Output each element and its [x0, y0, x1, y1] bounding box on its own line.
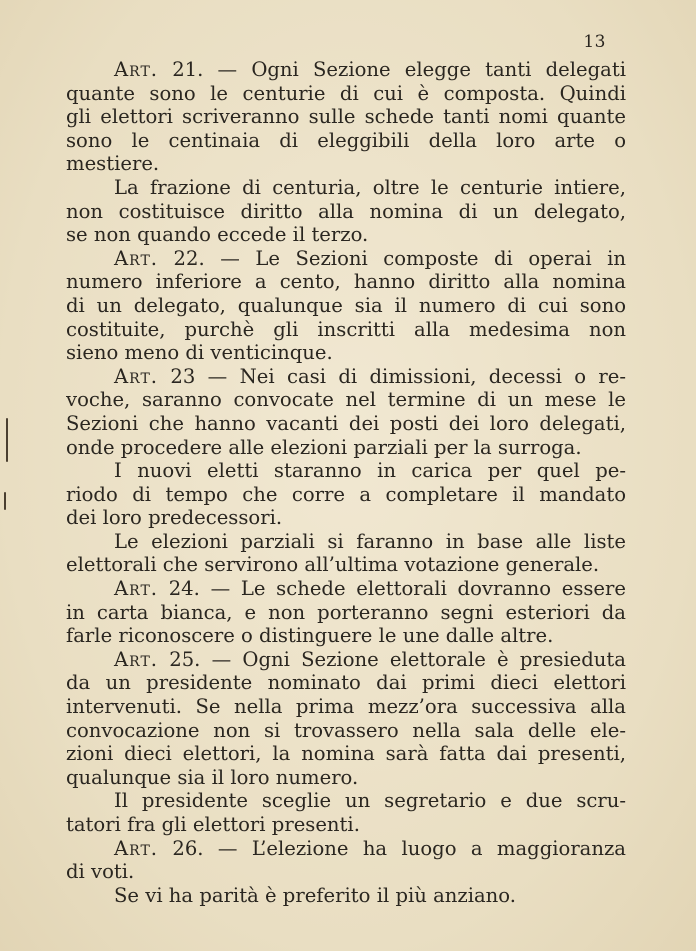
- line-text: farle riconoscere o distinguere le une dalle altre.: [66, 624, 554, 648]
- line-text: La frazione di centuria, oltre le centurie intiere,: [114, 175, 626, 199]
- line-text: quante sono le centurie di cui è composta. Quindi: [66, 81, 626, 105]
- line-text: elettorali che servirono all’ultima votazione generale.: [66, 553, 600, 577]
- text-line: [66, 789, 626, 813]
- text-line: [66, 530, 626, 554]
- line-text: convocazione non si trovassero nella sala delle ele-: [66, 718, 626, 742]
- text-line: [66, 766, 626, 790]
- text-line: [66, 129, 626, 153]
- line-text: intervenuti. Se nella prima mezz’ora successiva alla: [66, 695, 626, 719]
- line-text: costituite, purchè gli inscritti alla medesima non: [66, 317, 626, 341]
- line-text: zioni dieci elettori, la nomina sarà fatta dai presenti,: [66, 742, 626, 766]
- article-label: Art.: [114, 836, 159, 860]
- text-line: [66, 860, 626, 884]
- text-line: [66, 719, 626, 743]
- text-line: [66, 483, 626, 507]
- text-line: [66, 223, 626, 247]
- line-text: non costituisce diritto alla nomina di un delegato,: [66, 199, 626, 223]
- line-text: onde procedere alle elezioni parziali per la surroga.: [66, 435, 582, 459]
- text-line: [66, 624, 626, 648]
- text-line: [66, 152, 626, 176]
- line-text: gli elettori scriveranno sulle schede tanti nomi quante: [66, 105, 626, 129]
- line-text: 21. — Ogni Sezione elegge tanti delegati: [158, 58, 626, 81]
- text-line: [66, 318, 626, 342]
- text-line: [66, 294, 626, 318]
- text-line: [66, 813, 626, 837]
- text-line: [66, 341, 626, 365]
- line-text: voche, saranno convocate nel termine di un mese le: [66, 388, 626, 412]
- article-label: Art.: [114, 364, 159, 388]
- line-text: di un delegato, qualunque sia il numero di cui sono: [66, 293, 626, 317]
- line-text: sono le centinaia di eleggibili della loro arte o: [66, 128, 626, 152]
- text-line: [66, 365, 626, 389]
- text-line: [66, 506, 626, 530]
- text-line: [66, 577, 626, 601]
- text-line: [66, 671, 626, 695]
- line-text: numero inferiore a cento, hanno diritto alla nomina: [66, 270, 626, 294]
- text-line: [66, 270, 626, 294]
- line-text: di voti.: [66, 860, 135, 884]
- text-line: [66, 200, 626, 224]
- line-text: Il presidente sceglie un segretario e due scru-: [114, 789, 626, 813]
- page-edge-mark: [6, 418, 8, 462]
- text-line: [66, 837, 626, 861]
- line-text: dei loro predecessori.: [66, 506, 283, 530]
- page-number: 13: [583, 32, 606, 52]
- line-text: Se vi ha parità è preferito il più anziano.: [114, 883, 516, 907]
- line-text: tatori fra gli elettori presenti.: [66, 813, 360, 836]
- line-text: in carta bianca, e non porteranno segni esteriori da: [66, 600, 626, 624]
- line-text: mestiere.: [66, 152, 160, 176]
- text-line: [66, 553, 626, 577]
- article-label: Art.: [114, 246, 159, 270]
- line-text: Sezioni che hanno vacanti dei posti dei loro delegati,: [66, 411, 626, 435]
- text-line: [66, 82, 626, 106]
- line-text: 22. — Le Sezioni composte di operai in: [158, 246, 626, 270]
- line-text: 26. — L’elezione ha luogo a maggioranza: [158, 836, 626, 860]
- text-line: [66, 247, 626, 271]
- text-line: [66, 58, 626, 82]
- text-line: [66, 459, 626, 483]
- line-text: riodo di tempo che corre a completare il mandato: [66, 482, 626, 506]
- text-line: [66, 105, 626, 129]
- text-line: [66, 695, 626, 719]
- line-text: 23 — Nei casi di dimissioni, decessi o re-: [158, 364, 626, 388]
- page-edge-mark: [4, 492, 6, 510]
- text-line: [66, 648, 626, 672]
- line-text: I nuovi eletti staranno in carica per quel pe-: [114, 459, 626, 483]
- line-text: se non quando eccede il terzo.: [66, 223, 369, 247]
- line-text: da un presidente nominato dai primi dieci elettori: [66, 671, 626, 695]
- line-text: sieno meno di venticinque.: [66, 341, 333, 365]
- article-label: Art.: [114, 58, 159, 81]
- text-line: [66, 884, 626, 908]
- text-line: [66, 176, 626, 200]
- article-label: Art.: [114, 647, 159, 671]
- line-text: qualunque sia il loro numero.: [66, 765, 359, 789]
- document-body: [66, 58, 626, 907]
- line-text: 25. — Ogni Sezione elettorale è presieduta: [158, 647, 626, 671]
- article-label: Art.: [114, 577, 159, 601]
- line-text: 24. — Le schede elettorali dovranno essere: [158, 577, 626, 601]
- text-line: [66, 412, 626, 436]
- text-line: [66, 388, 626, 412]
- text-line: [66, 742, 626, 766]
- text-line: [66, 601, 626, 625]
- text-line: [66, 436, 626, 460]
- line-text: Le elezioni parziali si faranno in base alle liste: [114, 529, 626, 553]
